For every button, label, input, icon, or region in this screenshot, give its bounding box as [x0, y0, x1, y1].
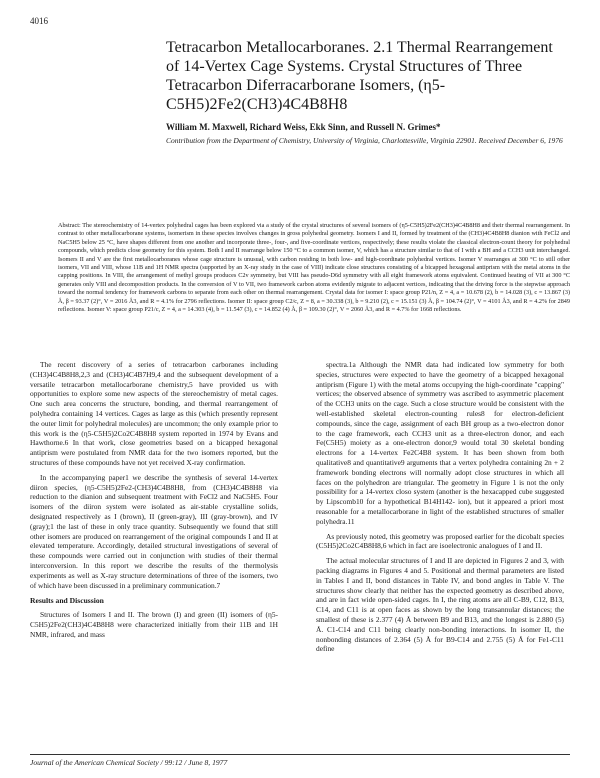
- abstract-label: Abstract:: [58, 222, 81, 229]
- authors: William M. Maxwell, Richard Weiss, Ekk Sinn, and Russell N. Grimes*: [166, 122, 441, 132]
- title-block: [166, 38, 566, 145]
- journal-footer: Journal of the American Chemical Society / 99:12 / June 8, 1977: [30, 754, 570, 767]
- affiliation: Contribution from the Department of Chemistry, University of Virginia, Charlottesville, Virginia 22901. Received December 6, 1976: [166, 136, 563, 145]
- left-paragraph: The recent discovery of a series of tetracarbon carboranes including (CH3)4C4B8H8,2,3 and (CH3)4C4B7H9,4 and the subsequent development of a versatile tetracarbon metallocarborane chemistry,5 have provided us with opportunities to explore some new aspects of the stereochemistry of metal cages. One such area concerns the structure, bonding, and thermal rearrangement of polyhedra containing 14 vertices. Cages as large as this (which presently represent the outer limit for polyhedral molecules) are uncommon; the only example prior to this work is the (η5-C5H5)2Co2C4B8H8 system reported in 1974 by Evans and Hawthorne.6 In that work, close geometries based on a bicapped hexagonal antiprism were postulated from NMR data for the two isomers reported, but the structures of these compounds have not yet received X-ray confirmation.: [30, 360, 278, 467]
- left-column: [30, 360, 278, 645]
- page-number: 4016: [30, 16, 48, 26]
- section-heading: Results and Discussion: [30, 596, 104, 606]
- right-paragraph: The actual molecular structures of I and II are depicted in Figures 2 and 3, with packing diagrams in Figures 4 and 5. Positional and thermal parameters are listed in Tables I and II, bond distances in Table IV, and bond angles in Table V. The structures show clearly that neither has the expected geometry as described above, and are in fact wide open-sided cages. In I, the ring atoms are all C-B9, C12, B13, C14, and C11 is at open faces as shown by the long transannular distances; the smallest of these is 2.377 (4) Å between B9 and B13, and the longest is 2.880 (5) Å. C1-C14 and C11 being clearly non-bonding interactions. In isomer II, the nonbonding distances of 2.364 (5) Å for B9-C14 and 2.755 (5) Å for Fe1-C11 define: [316, 556, 564, 654]
- right-paragraph: spectra.1a Although the NMR data had indicated low symmetry for both species, structures were expected to have the geometry of a bicapped hexagonal antiprism (Figure 1) with the metal atoms occupying the high-coordinate "capping" vertices; the observed absence of symmetry was ascribed to asymmetric placement of the CCH3 units on the cage. Such a close structure would be consistent with the well-established skeletal electron-counting rules8 for electron-deficient compounds, since the cage, assignment of each BH group as a two-electron donor to the cage framework, each CCH3 unit as a three-electron donor, and each Fe(C5H5) moiety as a one-electron donor,9 would total 30 skeletal bonding electrons for a 14-vertex Fe2C4B8 system. It has been shown from both qualitative8 and quantitative9 arguments that a vertex polyhedra containing 2n + 2 framework bonding electrons will normally adopt close structures in which all faces on the polyhedron are triangular. The geometry in Figure 1 is not the only possibility for a 14-vertex closo system (another is the hexacapped cube suggested by Lipscomb10 for a hypothetical B14H142- ion), but it appeared a priori most reasonable for a metallocarborane in light of the established structures of smaller polyhedra.11: [316, 360, 564, 526]
- abstract: [58, 222, 570, 314]
- right-paragraph: As previously noted, this geometry was proposed earlier for the dicobalt species (C5H5)2Co2C4B8H8,6 which in fact are isoelectronic analogues of I and II.: [316, 531, 564, 551]
- left-paragraph: In the accompanying paper1 we describe the synthesis of several 14-vertex diiron species, (η5-C5H5)2Fe2-(CH3)4C4B8H8, from (CH3)4C4B8H8 via reduction to the dianion and subsequent treatment with FeCl2 and NaC5H5. Four isomers of the diiron system were isolated as air-stable crystalline solids, designated respectively as I (brown), II (green-gray), III (gray-brown), and IV (gray);1 the last of these in only trace quantity. Subsequently we found that still other isomers are produced on rearrangement of the original compounds I and II at elevated temperature. Accordingly, detailed structural investigations of several of these compounds were carried out in conjunction with studies of their thermal interconversion. In this report we describe the results of the thermolysis experiments as well as X-ray structure determinations of three of the isomers, two of which have been discussed in a preliminary communication.7: [30, 472, 278, 590]
- abstract-text: The stereochemistry of 14-vertex polyhedral cages has been explored via a study of the crystal structures of several isomers of (η5-C5H5)2Fe2(CH3)4C4B8H8 and their thermal rearrangement. In contrast to other metallocarborane systems, isomerism in these species involves changes in gross polyhedral geometry. Isomers I and II, formed by treatment of the (CH3)4C4B8H8 dianion with FeCl2 and NaC5H5 below 25 °C, have shapes different from one another and incorporate three-, four-, and five-coordinate vertices, respectively; these results violate the classical electron-count theory for polyhedral compounds, which predicts close geometry for this system. Both I and II rearrange below 150 °C to a common isomer, V, which has a structure similar to that of I with a BH and a CCH3 unit interchanged. Isomers II and V are the first metallocarboranes whose cage structure is unusual, with carbon residing in both low- and high-coordinate polyhedral vertices. Isomer V rearranges at 300 °C to still other isomers, VII and VIII, whose 11B and 1H NMR spectra (supported by an X-ray study in the case of VIII) indicate close structures consisting of a bicapped hexagonal antiprism with the metal atoms in the capping positions. In VIII, the arrangement of methyl groups produces C2v symmetry, but VIII has pseudo-D6d symmetry with all eight framework atoms equivalent. Continued heating of VII at 300 °C generates only VIII and decomposition products. In the conversion of V to VII, two framework carbon atoms evidently migrate to adjacent vertices, indicating that the driving force is the stepwise approach toward the normal tendency for framework carbons to separate from each other on thermal rearrangement. Crystal data for isomer I: space group P21/n, Z = 4, a = 10.678 (2), b = 14.028 (3), c = 13.867 (3) Å, β = 93.37 (2)°, V = 2016 Å3, and R = 4.1% for 2796 reflections. Isomer II: space group C2/c, Z = 8, a = 30.338 (3), b = 9.210 (2), c = 15.151 (3) Å, β = 104.74 (2)°, V = 4101 Å3, and R = 4.2% for 2849 reflections. Isomer V: space group P21/c, Z = 4, a = 14.303 (4), b = 11.547 (3), c = 14.852 (4) Å, β = 109.30 (2)°, V = 2060 Å3, and R = 4.7% for 1668 reflections.: [58, 222, 570, 314]
- right-column: [316, 360, 564, 659]
- left-paragraph: Structures of Isomers I and II. The brown (I) and green (II) isomers of (η5-C5H5)2Fe2(CH3)4C4B8H8 were characterized initially from their 11B and 1H NMR, infrared, and mass: [30, 610, 278, 639]
- article-title: Tetracarbon Metallocarboranes. 2.1 Thermal Rearrangement of 14-Vertex Cage Systems. Crystal Structures of Three Tetracarbon Diferracarborane Isomers, (η5-C5H5)2Fe2(CH3)4C4B8H8: [166, 39, 553, 113]
